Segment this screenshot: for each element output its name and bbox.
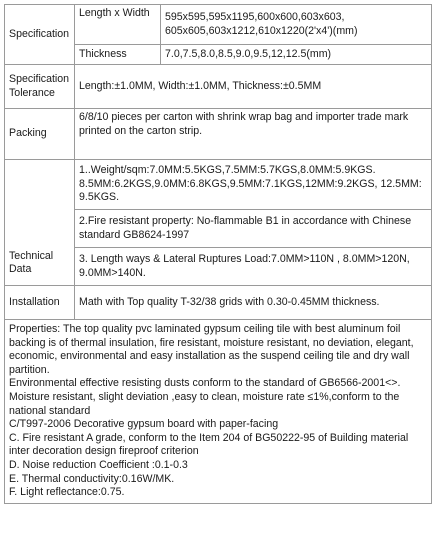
fire-resistant-value: 2.Fire resistant property: No-flammable B1 in accordance with Chinese standard GB8624-1997 [75,210,432,248]
spec-table [4,4,432,504]
properties-paragraph: E. Thermal conductivity:0.16W/MK. [9,472,175,485]
weight-value: 1..Weight/sqm:7.0MM:5.5KGS,7.5MM:5.7KGS,8.0MM:5.9KGS. 8.5MM:6.2KGS,9.0MM:6.8KGS,9.5MM:7.1KGS,12MM:9.2KGS, 12.5MM: 9.5KGS. [75,160,432,210]
properties-paragraph: Moisture resistant, slight deviation ,easy to clean, moisture rate ≤1%,conform to the national standard [9,390,400,417]
packing-value: 6/8/10 pieces per carton with shrink wrap bag and importer trade mark printed on the carton strip. [75,109,432,160]
technical-data-label: Technical Data [5,160,75,286]
installation-label: Installation [5,286,75,320]
properties-paragraph: D. Noise reduction Coefficient :0.1-0.3 [9,458,188,471]
length-width-value: 595x595,595x1195,600x600,603x603, 605x605,603x1212,610x1220(2'x4')(mm) [161,5,432,45]
properties-paragraph: C/T997-2006 Decorative gypsum board with paper-facing [9,418,279,431]
thickness-label: Thickness [75,45,161,65]
properties-row [5,320,432,504]
tolerance-label: Specification Tolerance [5,65,75,109]
thickness-value: 7.0,7.5,8.0,8.5,9.0,9.5,12,12.5(mm) [161,45,432,65]
properties-paragraph: C. Fire resistant A grade, conform to the Item 204 of BG50222-95 of Building material inter decoration design fireproof criterion [9,431,409,458]
properties-paragraph: Properties: The top quality pvc laminated gypsum ceiling tile with best aluminum foil backing is of thermal insulation, fire resistant, moisture resistant, no deviation, elegant, economic, environmental and easy installation as the suspend ceiling tile and dry wall partition. [9,323,414,376]
packing-label: Packing [5,109,75,160]
packing-row [5,109,432,160]
spec-row-length [5,5,432,45]
properties-paragraph: F. Light reflectance:0.75. [9,486,125,499]
properties-paragraph: Environmental effective resisting dusts conform to the standard of GB6566-2001<>. [9,377,401,390]
technical-row-weight [5,160,432,210]
installation-row [5,286,432,320]
installation-value: Math with Top quality T-32/38 grids with 0.30-0.45MM thickness. [75,286,432,320]
length-width-label: Length x Width [75,5,161,45]
tolerance-row [5,65,432,109]
properties-cell [5,320,432,504]
tolerance-value: Length:±1.0MM, Width:±1.0MM, Thickness:±0.5MM [75,65,432,109]
specification-label: Specification [5,5,75,65]
rupture-load-value: 3. Length ways & Lateral Ruptures Load:7.0MM>110N , 8.0MM>120N, 9.0MM>140N. [75,248,432,286]
